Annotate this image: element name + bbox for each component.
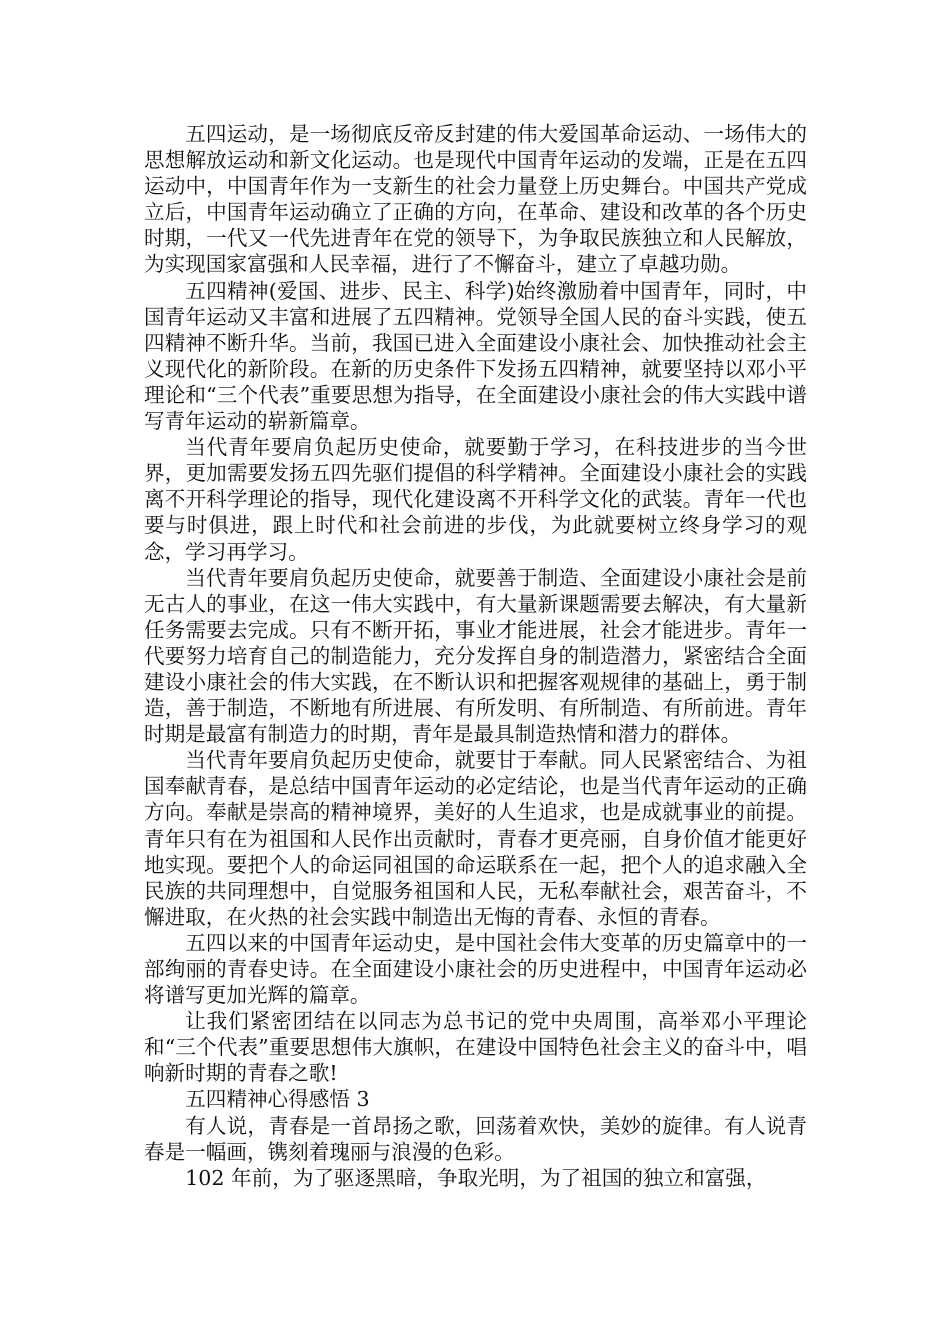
paragraph-call-to-unite: 让我们紧密团结在以同志为总书记的党中央周围，高举邓小平理论和“三个代表”重要思想伟大旗帜，在建设中国特色社会主义的奋斗中，唱响新时期的青春之歌! [144, 1009, 807, 1086]
document-body [144, 121, 807, 1191]
paragraph-youth-history: 五四以来的中国青年运动史，是中国社会伟大变革的历史篇章中的一部绚丽的青春史诗。在全面建设小康社会的历史进程中，中国青年运动必将谱写更加光辉的篇章。 [144, 930, 807, 1008]
paragraph-youth-song: 有人说，青春是一首昂扬之歌，回荡着欢快，美妙的旋律。有人说青春是一幅画，镌刻着瑰丽与浪漫的色彩。 [144, 1113, 807, 1164]
paragraph-may-fourth-movement: 五四运动，是一场彻底反帝反封建的伟大爱国革命运动、一场伟大的思想解放运动和新文化运动。也是现代中国青年运动的发端，正是在五四运动中，中国青年作为一支新生的社会力量登上历史舞台。中国共产党成立后，中国青年运动确立了正确的方向，在革命、建设和改革的各个历史时期，一代又一代先进青年在党的领导下，为争取民族独立和人民解放，为实现国家富强和人民幸福，进行了不懈奋斗，建立了卓越功勋。 [144, 122, 807, 277]
paragraph-diligent-study: 当代青年要肩负起历史使命，就要勤于学习，在科技进步的当今世界，更加需要发扬五四先驱们提倡的科学精神。全面建设小康社会的实践离不开科学理论的指导，现代化建设离不开科学文化的武装。青年一代也要与时俱进，跟上时代和社会前进的步伐，为此就要树立终身学习的观念，学习再学习。 [144, 435, 807, 564]
paragraph-may-fourth-spirit: 五四精神(爱国、进步、民主、科学)始终激励着中国青年，同时，中国青年运动又丰富和进展了五四精神。党领导全国人民的奋斗实践，使五四精神不断升华。当前，我国已进入全面建设小康社会、加快推动社会主义现代化的新阶段。在新的历史条件下发扬五四精神，就要坚持以邓小平理论和“三个代表”重要思想为指导，在全面建设小康社会的伟大实践中谱写青年运动的崭新篇章。 [144, 278, 807, 434]
section-heading: 五四精神心得感悟 3 [185, 1087, 370, 1112]
paragraph-creativity: 当代青年要肩负起历史使命，就要善于制造、全面建设小康社会是前无古人的事业，在这一伟大实践中，有大量新课题需要去解决，有大量新任务需要去完成。只有不断开拓，事业才能进展，社会才能进步。青年一代要努力培育自己的制造能力，充分发挥自身的制造潜力，紧密结合全面建设小康社会的伟大实践，在不断认识和把握客观规律的基础上，勇于制造，善于制造，不断地有所进展、有所发明、有所制造、有所前进。青年时期是最富有制造力的时期，青年是最具制造热情和潜力的群体。 [144, 565, 807, 747]
paragraph-dedication: 当代青年要肩负起历史使命，就要甘于奉献。同人民紧密结合、为祖国奉献青春，是总结中国青年运动的必定结论，也是当代青年运动的正确方向。奉献是崇高的精神境界，美好的人生追求，也是成就事业的前提。青年只有在为祖国和人民作出贡献时，青春才更亮丽，自身价值才能更好地实现。要把个人的命运同祖国的命运联系在一起，把个人的追求融入全民族的共同理想中，自觉服务祖国和人民，无私奉献社会，艰苦奋斗，不懈进取，在火热的社会实践中制造出无悔的青春、永恒的青春。 [144, 748, 807, 929]
paragraph-102-years-ago: 102 年前，为了驱逐黑暗，争取光明，为了祖国的独立和富强， [185, 1165, 767, 1190]
